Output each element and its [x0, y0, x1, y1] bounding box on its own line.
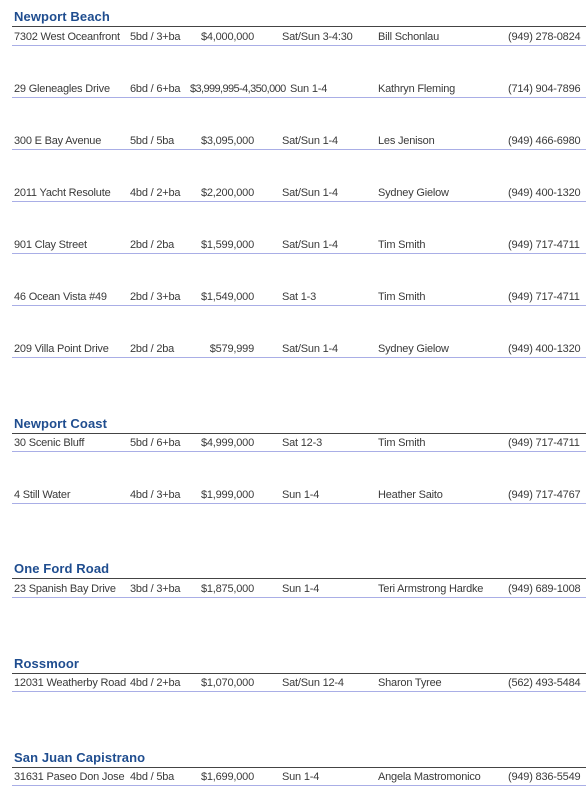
section-title: San Juan Capistrano	[14, 750, 146, 765]
listing-phone: (949) 836-5549	[508, 771, 581, 783]
row-divider	[12, 785, 586, 786]
row-divider	[12, 149, 586, 150]
listing-open-house-time: Sat/Sun 1-4	[282, 343, 338, 355]
listing-address: 901 Clay Street	[14, 239, 87, 251]
listing-phone: (949) 466-6980	[508, 135, 581, 147]
listing-address: 30 Scenic Bluff	[14, 437, 85, 449]
listing-address: 7302 West Oceanfront	[14, 31, 120, 43]
listing-open-house-time: Sun 1-4	[282, 489, 320, 501]
listing-price: $3,999,995-4,350,000	[190, 83, 286, 95]
row-divider	[12, 253, 586, 254]
listing-price: $4,000,000	[200, 31, 254, 43]
listing-row	[0, 435, 588, 453]
row-divider	[12, 597, 586, 598]
listing-bed-bath: 4bd / 2+ba	[130, 187, 181, 199]
listing-open-house-time: Sun 1-4	[282, 771, 320, 783]
listing-phone: (949) 689-1008	[508, 583, 581, 595]
section-title: One Ford Road	[14, 561, 110, 576]
listing-bed-bath: 3bd / 3+ba	[130, 583, 181, 595]
listing-row	[0, 581, 588, 599]
listing-open-house-time: Sun 1-4	[290, 83, 328, 95]
listing-price: $1,070,000	[200, 677, 254, 689]
listing-address: 2011 Yacht Resolute	[14, 187, 111, 199]
listing-address: 300 E Bay Avenue	[14, 135, 102, 147]
listing-agent: Sharon Tyree	[378, 677, 442, 689]
listing-phone: (562) 493-5484	[508, 677, 581, 689]
section-title: Newport Beach	[14, 9, 110, 24]
listing-row	[0, 769, 588, 787]
listing-agent: Tim Smith	[378, 239, 426, 251]
listing-price: $1,999,000	[200, 489, 254, 501]
listing-bed-bath: 2bd / 2ba	[130, 343, 175, 355]
listing-phone: (949) 400-1320	[508, 187, 581, 199]
listing-bed-bath: 2bd / 2ba	[130, 239, 175, 251]
section-title: Newport Coast	[14, 416, 108, 431]
listing-row	[0, 289, 588, 307]
listing-phone: (949) 717-4711	[508, 239, 580, 251]
listing-phone: (949) 717-4767	[508, 489, 581, 501]
listing-row	[0, 133, 588, 151]
section-title: Rossmoor	[14, 656, 80, 671]
listing-price: $579,999	[209, 343, 254, 355]
row-divider	[12, 45, 586, 46]
listing-address: 209 Villa Point Drive	[14, 343, 109, 355]
listing-address: 23 Spanish Bay Drive	[14, 583, 116, 595]
listing-row	[0, 487, 588, 505]
section-divider	[12, 767, 586, 768]
listing-open-house-time: Sun 1-4	[282, 583, 320, 595]
section-divider	[12, 578, 586, 579]
listing-bed-bath: 6bd / 6+ba	[130, 83, 181, 95]
listing-address: 31631 Paseo Don Jose	[14, 771, 125, 783]
listing-row	[0, 81, 588, 99]
listing-bed-bath: 4bd / 3+ba	[130, 489, 181, 501]
listing-agent: Teri Armstrong Hardke	[378, 583, 484, 595]
listing-agent: Bill Schonlau	[378, 31, 439, 43]
listing-row	[0, 675, 588, 693]
listing-open-house-time: Sat/Sun 1-4	[282, 187, 338, 199]
listing-price: $2,200,000	[200, 187, 254, 199]
listing-address: 29 Gleneagles Drive	[14, 83, 110, 95]
section-divider	[12, 433, 586, 434]
listing-price: $1,599,000	[200, 239, 254, 251]
listing-bed-bath: 4bd / 5ba	[130, 771, 175, 783]
row-divider	[12, 451, 586, 452]
listing-agent: Heather Saito	[378, 489, 443, 501]
row-divider	[12, 503, 586, 504]
listing-bed-bath: 5bd / 5ba	[130, 135, 175, 147]
row-divider	[12, 97, 586, 98]
listing-agent: Tim Smith	[378, 291, 426, 303]
listing-phone: (949) 400-1320	[508, 343, 581, 355]
section-divider	[12, 673, 586, 674]
row-divider	[12, 357, 586, 358]
listing-address: 46 Ocean Vista #49	[14, 291, 107, 303]
listing-open-house-time: Sat 1-3	[282, 291, 317, 303]
listing-agent: Les Jenison	[378, 135, 435, 147]
listing-open-house-time: Sat/Sun 12-4	[282, 677, 344, 689]
row-divider	[12, 305, 586, 306]
listing-bed-bath: 5bd / 3+ba	[130, 31, 181, 43]
listing-agent: Sydney Gielow	[378, 343, 449, 355]
listing-price: $4,999,000	[200, 437, 254, 449]
listing-price: $1,699,000	[200, 771, 254, 783]
listing-agent: Sydney Gielow	[378, 187, 449, 199]
listing-bed-bath: 4bd / 2+ba	[130, 677, 181, 689]
listing-open-house-time: Sat/Sun 1-4	[282, 135, 338, 147]
listing-row	[0, 29, 588, 47]
listing-phone: (949) 278-0824	[508, 31, 581, 43]
listing-agent: Angela Mastromonico	[378, 771, 481, 783]
listing-open-house-time: Sat/Sun 1-4	[282, 239, 338, 251]
listing-phone: (949) 717-4711	[508, 437, 580, 449]
listing-row	[0, 341, 588, 359]
listing-address: 12031 Weatherby Road	[14, 677, 126, 689]
listing-price: $1,875,000	[200, 583, 254, 595]
listing-row	[0, 185, 588, 203]
row-divider	[12, 691, 586, 692]
listing-bed-bath: 5bd / 6+ba	[130, 437, 181, 449]
listing-bed-bath: 2bd / 3+ba	[130, 291, 181, 303]
listing-open-house-time: Sat 12-3	[282, 437, 322, 449]
listing-address: 4 Still Water	[14, 489, 71, 501]
listing-phone: (714) 904-7896	[508, 83, 581, 95]
listing-phone: (949) 717-4711	[508, 291, 580, 303]
listing-agent: Tim Smith	[378, 437, 426, 449]
listing-agent: Kathryn Fleming	[378, 83, 456, 95]
listing-row	[0, 237, 588, 255]
listing-price: $3,095,000	[200, 135, 254, 147]
section-divider	[12, 26, 586, 27]
listing-price: $1,549,000	[200, 291, 254, 303]
row-divider	[12, 201, 586, 202]
listing-open-house-time: Sat/Sun 3-4:30	[282, 31, 353, 43]
